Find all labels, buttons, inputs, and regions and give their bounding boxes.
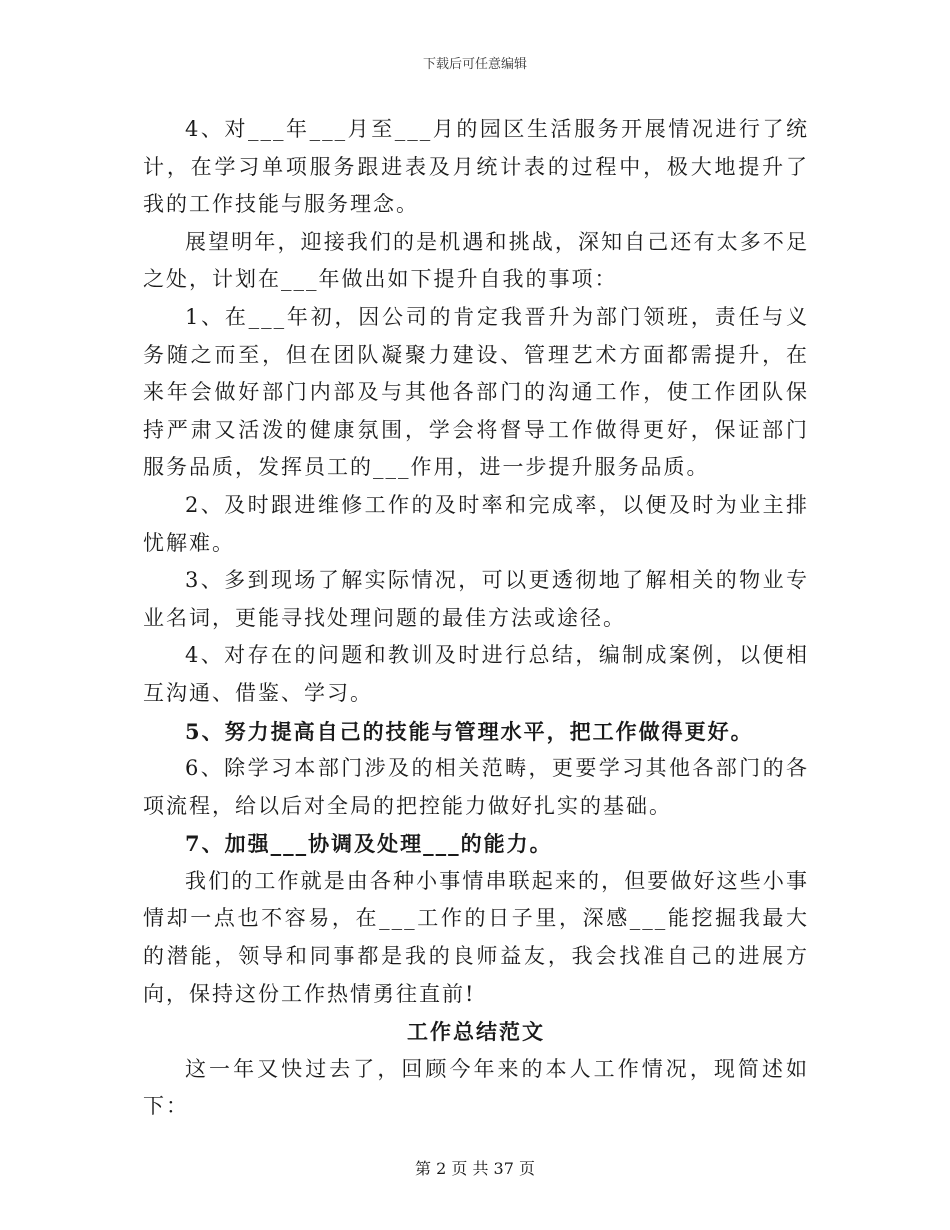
paragraph-outlook: 展望明年，迎接我们的是机遇和挑战，深知自己还有太多不足之处，计划在___年做出如下提升自我的事项： [143, 229, 809, 292]
page-header-note: 下载后可任意编辑 [422, 57, 527, 72]
document-body [143, 111, 809, 1126]
paragraph-item-5-bold: 5、努力提高自己的技能与管理水平，把工作做得更好。 [185, 718, 754, 744]
paragraph-statistics: 4、对___年___月至___月的园区生活服务开展情况进行了统计，在学习单项服务跟进表及月统计表的过程中，极大地提升了我的工作技能与服务理念。 [143, 117, 809, 217]
paragraph-item-7-bold: 7、加强___协调及处理___的能力。 [185, 831, 553, 857]
page-number-footer: 第 2 页 共 37 页 [415, 1159, 535, 1178]
paragraph-item-1: 1、在___年初，因公司的肯定我晋升为部门领班，责任与义务随之而至，但在团队凝聚力建设、管理艺术方面都需提升，在来年会做好部门内部及与其他各部门的沟通工作，使工作团队保持严肃又活泼的健康氛围，学会将督导工作做得更好，保证部门服务品质，发挥员工的___作用，进一步提升服务品质。 [143, 304, 809, 480]
paragraph-intro: 这一年又快过去了，回顾今年来的本人工作情况，现简述如下： [143, 1056, 809, 1119]
paragraph-closing: 我们的工作就是由各种小事情串联起来的，但要做好这些小事情却一点也不容易，在___工作的日子里，深感___能挖掘我最大的潜能，领导和同事都是我的良师益友，我会找准自己的进展方向，保持这份工作热情勇往直前! [143, 868, 809, 1006]
paragraph-item-6: 6、除学习本部门涉及的相关范畴，更要学习其他各部门的各项流程，给以后对全局的把控能力做好扎实的基础。 [143, 756, 809, 818]
paragraph-item-2: 2、及时跟进维修工作的及时率和完成率，以便及时为业主排忧解难。 [143, 492, 809, 555]
paragraph-item-3: 3、多到现场了解实际情况，可以更透彻地了解相关的物业专业名词，更能寻找处理问题的最佳方法或途径。 [143, 568, 809, 630]
section-title: 工作总结范文 [407, 1019, 545, 1045]
paragraph-item-4: 4、对存在的问题和教训及时进行总结，编制成案例，以便相互沟通、借鉴、学习。 [143, 643, 809, 705]
